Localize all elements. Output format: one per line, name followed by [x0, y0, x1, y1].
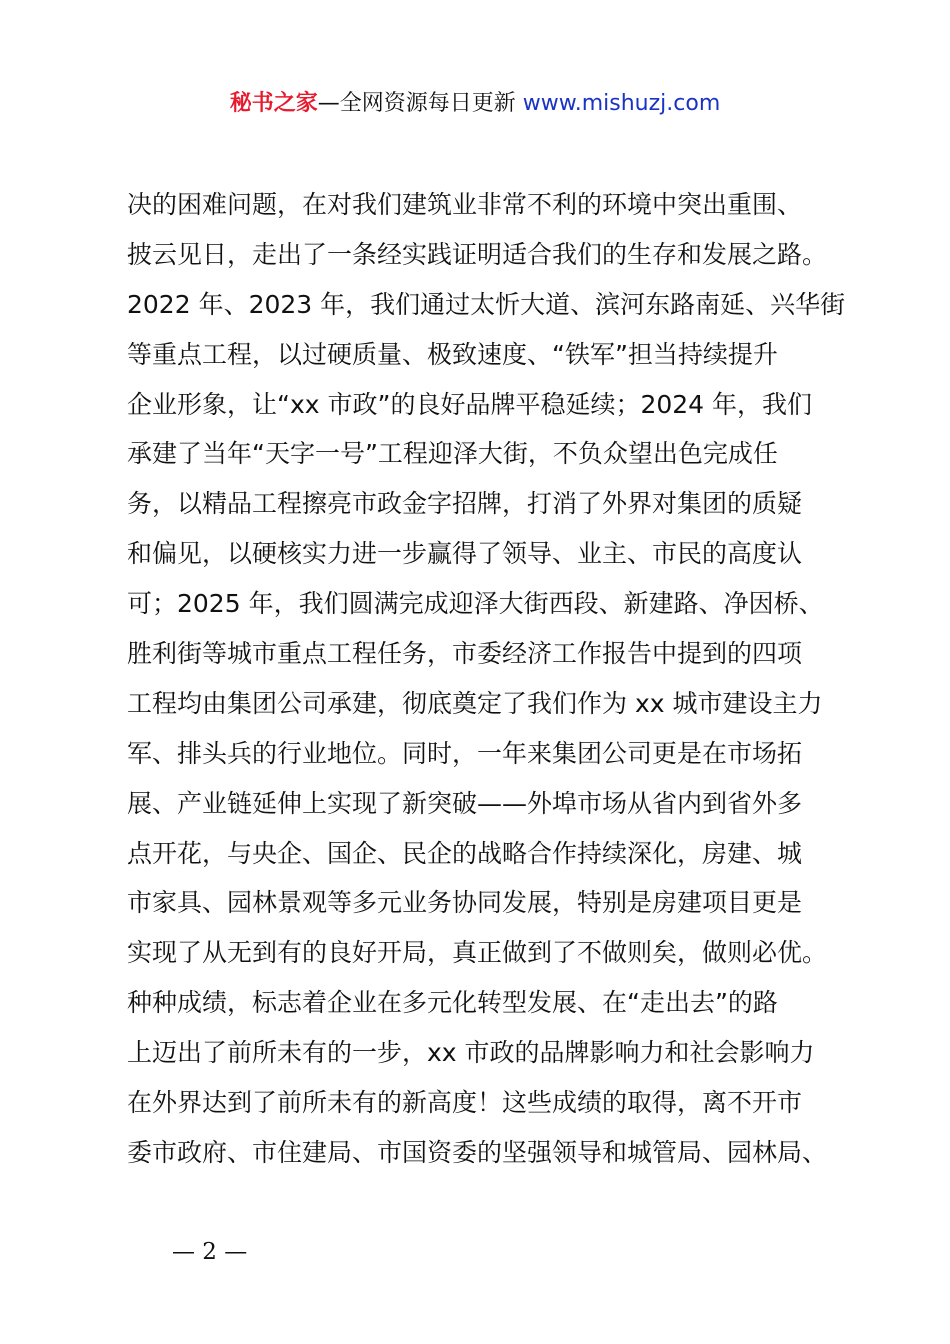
- brand-name: 秘书之家: [229, 91, 318, 116]
- brand-tagline: —全网资源每日更新: [317, 91, 516, 116]
- site-url: www.mishuzj.com: [522, 91, 721, 116]
- text-line: 上迈出了前所未有的一步，xx 市政的品牌影响力和社会影响力: [127, 1038, 815, 1068]
- site-watermark-header: [0, 86, 950, 122]
- text-line: 展、产业链延伸上实现了新突破——外埠市场从省内到省外多: [127, 788, 803, 818]
- text-line: 等重点工程，以过硬质量、极致速度、“铁军”担当持续提升: [127, 339, 778, 369]
- text-line: 披云见日，走出了一条经实践证明适合我们的生存和发展之路。: [127, 239, 828, 269]
- text-line: 市家具、园林景观等多元业务协同发展，特别是房建项目更是: [127, 888, 803, 918]
- text-line: 务，以精品工程擦亮市政金字招牌，打消了外界对集团的质疑: [127, 489, 803, 519]
- document-body: [127, 180, 847, 1178]
- text-line: 和偏见，以硬核实力进一步赢得了领导、业主、市民的高度认: [127, 539, 803, 569]
- text-line: 军、排头兵的行业地位。同时，一年来集团公司更是在市场拓: [127, 738, 803, 768]
- text-line: 可；2025 年，我们圆满完成迎泽大街西段、新建路、净因桥、: [127, 589, 824, 619]
- text-line: 委市政府、市住建局、市国资委的坚强领导和城管局、园林局、: [127, 1137, 828, 1167]
- text-line: 企业形象，让“xx 市政”的良好品牌平稳延续；2024 年，我们: [127, 389, 813, 419]
- text-line: 2022 年、2023 年，我们通过太忻大道、滨河东路南延、兴华街: [127, 289, 846, 319]
- text-line: 点开花，与央企、国企、民企的战略合作持续深化，房建、城: [127, 838, 803, 868]
- text-line: 实现了从无到有的良好开局，真正做到了不做则矣，做则必优。: [127, 938, 828, 968]
- text-line: 决的困难问题，在对我们建筑业非常不利的环境中突出重围、: [127, 190, 803, 219]
- page-number: — 2 —: [172, 1239, 248, 1265]
- text-line: 在外界达到了前所未有的新高度！这些成绩的取得，离不开市: [127, 1088, 803, 1118]
- text-line: 承建了当年“天字一号”工程迎泽大街，不负众望出色完成任: [127, 439, 778, 469]
- text-line: 工程均由集团公司承建，彻底奠定了我们作为 xx 城市建设主力: [127, 688, 823, 718]
- text-line: 种种成绩，标志着企业在多元化转型发展、在“走出去”的路: [127, 988, 778, 1018]
- text-line: 胜利街等城市重点工程任务，市委经济工作报告中提到的四项: [127, 639, 803, 669]
